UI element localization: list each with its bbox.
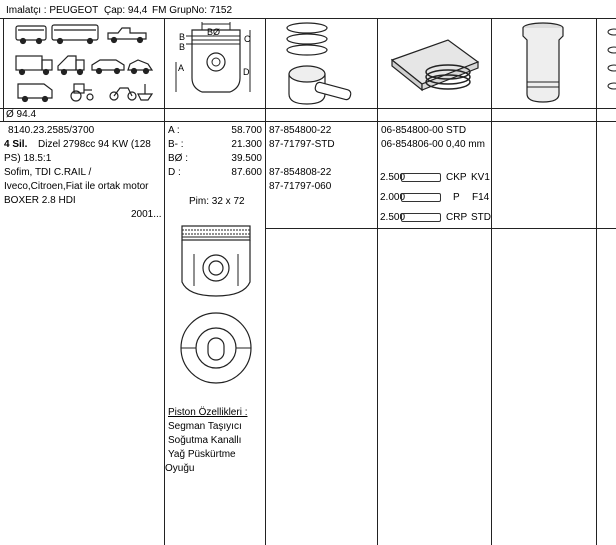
ring-type: KV1 — [471, 172, 490, 183]
feature-item: Yağ Püskürtme — [168, 449, 236, 460]
dim-value-bo: 39.500 — [231, 153, 262, 164]
tractor-icon — [71, 84, 93, 101]
piston-top-drawing — [178, 310, 254, 386]
col-line-0 — [3, 18, 4, 121]
header-divider — [0, 18, 616, 19]
van-icon — [18, 84, 52, 102]
sports-car-icon — [128, 60, 152, 74]
dim-label-bo: BØ : — [168, 153, 189, 164]
diagram-label-c: C — [244, 34, 251, 44]
motorcycle-icon — [110, 88, 136, 100]
vehicle-code: 8140.23.2585/3700 — [8, 125, 95, 136]
partial-image — [600, 26, 616, 106]
ring-width: 2.500 — [380, 212, 406, 223]
dim-value-d: 87.600 — [231, 167, 262, 178]
rings-piston-image — [285, 22, 355, 106]
diameter-divider — [0, 121, 616, 122]
feature-item: Soğutma Kanallı — [168, 435, 242, 446]
ring-type: F14 — [472, 192, 490, 203]
ring-profile-icon — [401, 193, 441, 202]
ring-set-box-image — [388, 32, 483, 100]
feature-item: Segman Taşıyıcı — [168, 421, 242, 432]
ring-profile-icon — [401, 173, 441, 182]
boat-icon — [138, 84, 152, 100]
col-line-3 — [377, 18, 378, 545]
engine-line-3: Sofim, TDI C.RAIL / — [4, 167, 92, 178]
coach-icon — [52, 25, 98, 44]
feature-item: Oyuğu — [165, 463, 195, 474]
engine-line-1: Dizel 2798cc 94 KW (128 — [38, 139, 151, 150]
vehicle-icons — [14, 22, 154, 102]
diagram-label-d: D — [243, 67, 250, 77]
pickup-icon — [108, 28, 146, 43]
piston-side-drawing — [180, 224, 252, 300]
piston-number: 87-854808-22 — [269, 167, 332, 178]
col-line-4 — [491, 18, 492, 545]
piston-number: 87-71797-STD — [269, 139, 335, 150]
dim-value-a: 58.700 — [231, 125, 262, 136]
dim-label-b: B- : — [168, 139, 184, 150]
cylinder-count: 4 Sil. — [4, 139, 28, 150]
production-year: 2001... — [131, 209, 162, 220]
images-divider — [0, 108, 616, 109]
cylinder-liner-image — [515, 22, 575, 106]
diameter-row-label: Ø 94.4 — [6, 109, 37, 120]
ring-width: 2.000 — [380, 192, 406, 203]
pin-size: Pim: 32 x 72 — [189, 196, 245, 207]
dim-label-d: D : — [168, 167, 181, 178]
ring-code: P — [453, 192, 460, 203]
engine-line-4: Iveco,Citroen,Fiat ile ortak motor — [4, 181, 149, 192]
row-divider — [265, 228, 616, 229]
ring-profile-icon — [401, 213, 441, 222]
truck-icon — [16, 56, 52, 75]
tipper-icon — [58, 56, 84, 75]
ring-type: STD — [471, 212, 491, 223]
dim-value-b: 21.300 — [231, 139, 262, 150]
diagram-label-b: B — [179, 32, 186, 42]
dim-label-a: A : — [168, 125, 180, 136]
manufacturer-label: Imalatçı : PEUGEOT — [6, 5, 99, 16]
col-line-2 — [265, 18, 266, 545]
diameter-label: Çap: 94,4 — [104, 5, 148, 16]
diagram-label-bo: BØ — [207, 27, 221, 37]
ring-set-number: 06-854806-00 0,40 mm — [381, 139, 485, 150]
col-line-5 — [596, 18, 597, 545]
features-title: Piston Özellikleri : — [168, 407, 248, 418]
ring-set-number: 06-854800-00 STD — [381, 125, 467, 136]
piston-number: 87-854800-22 — [269, 125, 332, 136]
piston-number: 87-71797-060 — [269, 181, 332, 192]
ring-width: 2.500 — [380, 172, 406, 183]
diagram-label-a: A — [178, 63, 185, 73]
bus-icon — [16, 26, 46, 44]
engine-line-5: BOXER 2.8 HDI — [4, 195, 76, 206]
car-icon — [92, 60, 124, 74]
ring-code: CKP — [446, 172, 467, 183]
group-label: FM GrupNo: 7152 — [152, 5, 233, 16]
diagram-label-b-minus: B — [179, 42, 186, 52]
ring-code: CRP — [446, 212, 468, 223]
engine-line-2: PS) 18.5:1 — [4, 153, 52, 164]
